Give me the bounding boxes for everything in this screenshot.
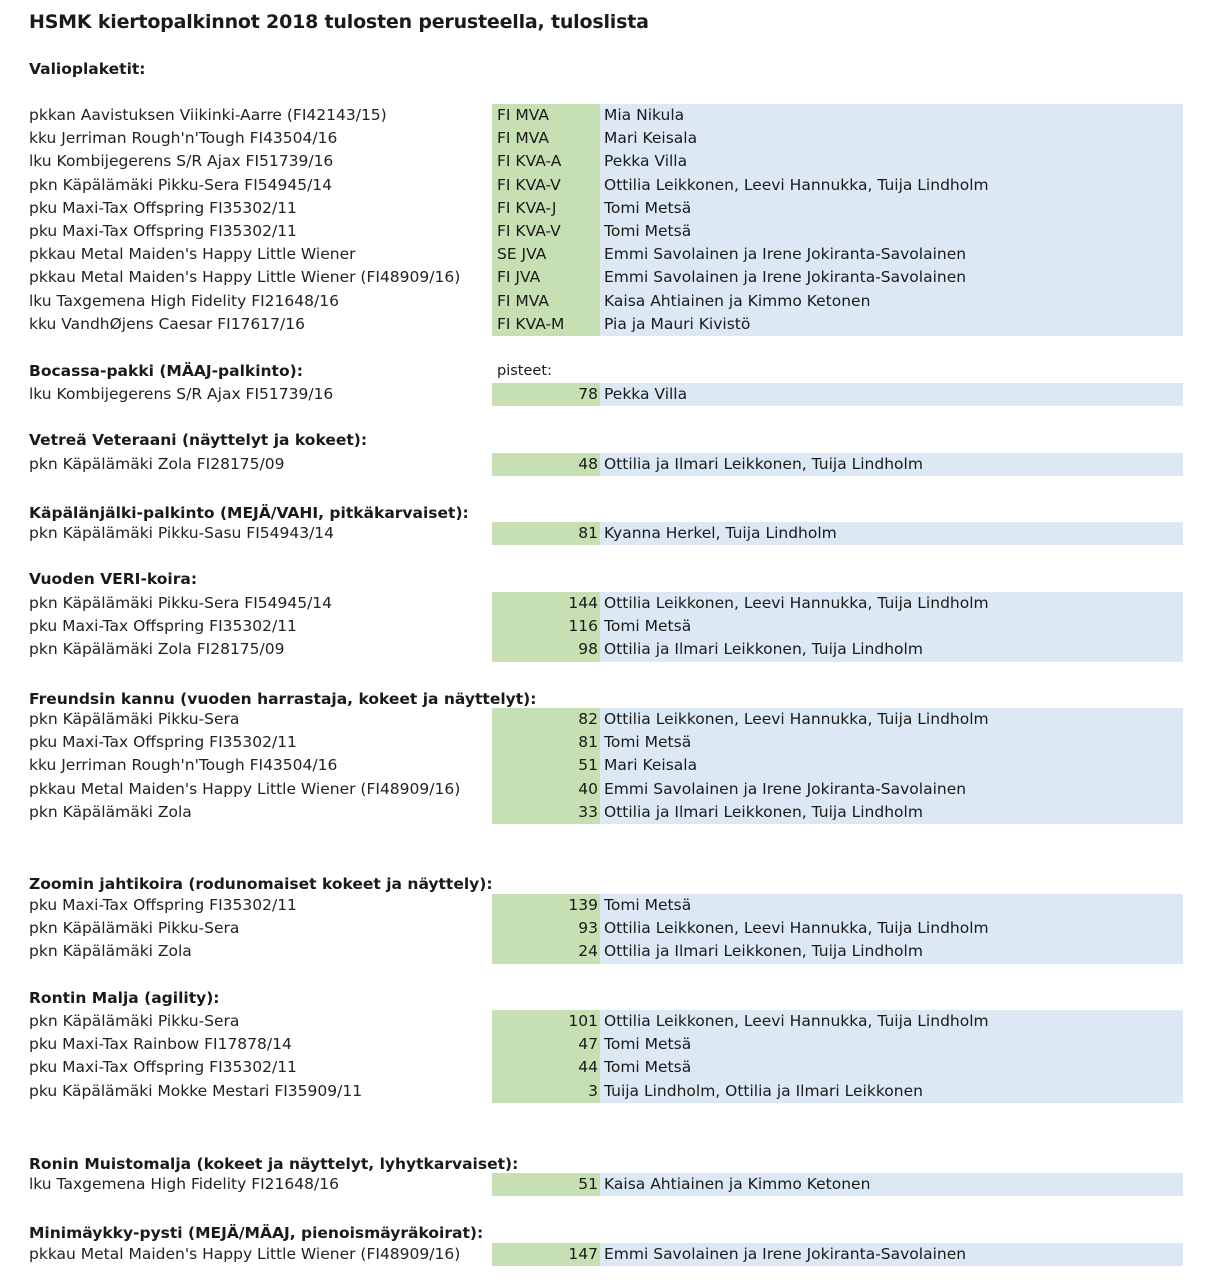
champion-title: FI MVA	[497, 291, 550, 310]
dog-name: pkkau Metal Maiden's Happy Little Wiener (FI48909/16)	[29, 779, 461, 798]
owner-name: Ottilia ja Ilmari Leikkonen, Tuija Lindholm	[604, 802, 923, 821]
points-value: 51	[578, 756, 598, 775]
dog-name: pkkau Metal Maiden's Happy Little Wiener (FI48909/16)	[29, 1245, 461, 1263]
table-row	[0, 313, 1215, 336]
champion-title: FI KVA-M	[497, 314, 565, 333]
dog-name: pku Maxi-Tax Offspring FI35302/11	[29, 896, 297, 914]
section-heading: Rontin Malja (agility):	[29, 989, 220, 1007]
points-value: 144	[568, 594, 598, 612]
table-row	[0, 243, 1215, 266]
dog-name: kku Jerriman Rough'n'Tough FI43504/16	[29, 129, 338, 148]
dog-name: pkn Käpälämäki Pikku-Sera FI54945/14	[29, 594, 333, 612]
table-row	[0, 778, 1215, 801]
owner-cell-background	[600, 150, 1183, 173]
points-value: 101	[568, 1012, 598, 1030]
owner-name: Tomi Metsä	[604, 896, 692, 914]
owner-cell-background	[600, 104, 1183, 127]
table-row	[0, 150, 1215, 173]
owner-name: Mia Nikula	[604, 106, 685, 124]
table-row	[0, 801, 1215, 824]
owner-name: Emmi Savolainen ja Irene Jokiranta-Savolainen	[604, 245, 967, 264]
table-row	[0, 197, 1215, 220]
owner-name: Ottilia Leikkonen, Leevi Hannukka, Tuija Lindholm	[604, 710, 989, 728]
section-heading: Minimäykky-pysti (MEJÄ/MÄAJ, pienoismäyräkoirat):	[29, 1224, 484, 1242]
page-title: HSMK kiertopalkinnot 2018 tulosten perusteella, tuloslista	[29, 11, 649, 33]
dog-name: pkkan Aavistuksen Viikinki-Aarre (FI42143/15)	[29, 106, 387, 124]
champion-title: FI MVA	[497, 106, 550, 124]
points-value: 78	[578, 385, 598, 403]
owner-name: Pekka Villa	[604, 385, 688, 403]
dog-name: pkn Käpälämäki Zola	[29, 802, 192, 821]
dog-name: pkn Käpälämäki Zola FI28175/09	[29, 455, 285, 473]
owner-name: Ottilia Leikkonen, Leevi Hannukka, Tuija Lindholm	[604, 1012, 989, 1030]
points-value: 33	[578, 802, 598, 821]
owner-name: Kyanna Herkel, Tuija Lindholm	[604, 524, 837, 542]
table-row	[0, 754, 1215, 777]
points-value: 24	[578, 942, 598, 961]
dog-name: pkn Käpälämäki Pikku-Sera	[29, 919, 240, 938]
dog-name: pku Käpälämäki Mokke Mestari FI35909/11	[29, 1081, 363, 1100]
owner-name: Ottilia Leikkonen, Leevi Hannukka, Tuija Lindholm	[604, 594, 989, 612]
dog-name: kku VandhØjens Caesar FI17617/16	[29, 314, 305, 333]
dog-name: lku Kombijegerens S/R Ajax FI51739/16	[29, 152, 334, 171]
points-column-label: pisteet:	[497, 363, 552, 379]
owner-name: Tomi Metsä	[604, 1035, 692, 1054]
table-row	[0, 104, 1215, 127]
section-heading: Vetreä Veteraani (näyttelyt ja kokeet):	[29, 431, 368, 449]
owner-name: Ottilia Leikkonen, Leevi Hannukka, Tuija Lindholm	[604, 919, 989, 938]
table-row	[0, 894, 1215, 917]
champion-title: FI KVA-V	[497, 175, 561, 194]
points-value: 40	[578, 779, 598, 798]
owner-name: Kaisa Ahtiainen ja Kimmo Ketonen	[604, 1175, 871, 1193]
dog-name: pkkau Metal Maiden's Happy Little Wiener (FI48909/16)	[29, 268, 461, 287]
owner-name: Tomi Metsä	[604, 733, 692, 752]
points-value: 147	[568, 1245, 598, 1263]
points-value: 44	[578, 1058, 598, 1077]
points-value: 98	[578, 640, 598, 659]
points-value: 82	[578, 710, 598, 728]
table-row	[0, 174, 1215, 197]
table-row	[0, 453, 1215, 476]
table-row	[0, 127, 1215, 150]
section-heading: Ronin Muistomalja (kokeet ja näyttelyt, lyhytkarvaiset):	[29, 1155, 519, 1173]
points-value: 81	[578, 524, 598, 542]
dog-name: pku Maxi-Tax Rainbow FI17878/14	[29, 1035, 292, 1054]
points-value: 139	[568, 896, 598, 914]
owner-name: Ottilia ja Ilmari Leikkonen, Tuija Lindholm	[604, 942, 923, 961]
table-row	[0, 731, 1215, 754]
section-heading: Valioplaketit:	[29, 60, 146, 78]
owner-name: Pekka Villa	[604, 152, 688, 171]
dog-name: pkn Käpälämäki Pikku-Sera	[29, 1012, 240, 1030]
dog-name: pkkau Metal Maiden's Happy Little Wiener	[29, 245, 356, 264]
points-value: 51	[578, 1175, 598, 1193]
table-row	[0, 383, 1215, 406]
owner-name: Ottilia ja Ilmari Leikkonen, Tuija Lindholm	[604, 455, 923, 473]
points-value: 48	[578, 455, 598, 473]
dog-name: pkn Käpälämäki Pikku-Sasu FI54943/14	[29, 524, 335, 542]
table-row	[0, 220, 1215, 243]
owner-name: Tomi Metsä	[604, 1058, 692, 1077]
section-heading: Käpälänjälki-palkinto (MEJÄ/VAHI, pitkäkarvaiset):	[29, 504, 469, 522]
champion-title: FI KVA-V	[497, 222, 561, 240]
owner-name: Tomi Metsä	[604, 198, 692, 217]
owner-name: Tuija Lindholm, Ottilia ja Ilmari Leikkonen	[604, 1081, 923, 1100]
champion-title: FI MVA	[497, 129, 550, 148]
table-row	[0, 522, 1215, 545]
table-row	[0, 638, 1215, 661]
dog-name: pkn Käpälämäki Zola	[29, 942, 192, 961]
dog-name: lku Taxgemena High Fidelity FI21648/16	[29, 1175, 339, 1193]
points-value: 3	[588, 1081, 598, 1100]
table-row	[0, 290, 1215, 313]
table-row	[0, 615, 1215, 638]
section-heading: Vuoden VERI-koira:	[29, 570, 198, 588]
table-row	[0, 1173, 1215, 1196]
table-row	[0, 1010, 1215, 1033]
section-heading: Zoomin jahtikoira (rodunomaiset kokeet ja näyttely):	[29, 875, 493, 893]
owner-name: Tomi Metsä	[604, 617, 692, 636]
owner-name: Mari Keisala	[604, 129, 698, 148]
owner-name: Mari Keisala	[604, 756, 698, 775]
dog-name: pkn Käpälämäki Pikku-Sera	[29, 710, 240, 728]
champion-title: SE JVA	[497, 245, 547, 264]
table-row	[0, 1080, 1215, 1103]
owner-name: Emmi Savolainen ja Irene Jokiranta-Savolainen	[604, 779, 967, 798]
owner-name: Emmi Savolainen ja Irene Jokiranta-Savolainen	[604, 1245, 967, 1263]
section-heading: Bocassa-pakki (MÄAJ-palkinto):	[29, 362, 303, 380]
owner-name: Ottilia ja Ilmari Leikkonen, Tuija Lindholm	[604, 640, 923, 659]
table-row	[0, 1033, 1215, 1056]
champion-title: FI JVA	[497, 268, 541, 287]
champion-title: FI KVA-J	[497, 198, 557, 217]
dog-name: pku Maxi-Tax Offspring FI35302/11	[29, 1058, 297, 1077]
dog-name: kku Jerriman Rough'n'Tough FI43504/16	[29, 756, 338, 775]
table-row	[0, 1056, 1215, 1079]
table-row	[0, 592, 1215, 615]
points-value: 116	[568, 617, 598, 636]
owner-name: Pia ja Mauri Kivistö	[604, 314, 751, 333]
table-row	[0, 940, 1215, 963]
dog-name: pkn Käpälämäki Zola FI28175/09	[29, 640, 285, 659]
dog-name: pku Maxi-Tax Offspring FI35302/11	[29, 198, 297, 217]
dog-name: lku Taxgemena High Fidelity FI21648/16	[29, 291, 339, 310]
points-value: 93	[578, 919, 598, 938]
table-row	[0, 266, 1215, 289]
section-heading: Freundsin kannu (vuoden harrastaja, kokeet ja näyttelyt):	[29, 690, 537, 708]
dog-name: lku Kombijegerens S/R Ajax FI51739/16	[29, 385, 334, 403]
owner-name: Tomi Metsä	[604, 222, 692, 240]
points-value: 47	[578, 1035, 598, 1054]
dog-name: pku Maxi-Tax Offspring FI35302/11	[29, 617, 297, 636]
dog-name: pku Maxi-Tax Offspring FI35302/11	[29, 222, 297, 240]
table-row	[0, 1243, 1215, 1266]
dog-name: pkn Käpälämäki Pikku-Sera FI54945/14	[29, 175, 333, 194]
owner-name: Ottilia Leikkonen, Leevi Hannukka, Tuija Lindholm	[604, 175, 989, 194]
table-row	[0, 708, 1215, 731]
owner-name: Emmi Savolainen ja Irene Jokiranta-Savolainen	[604, 268, 967, 287]
owner-name: Kaisa Ahtiainen ja Kimmo Ketonen	[604, 291, 871, 310]
dog-name: pku Maxi-Tax Offspring FI35302/11	[29, 733, 297, 752]
champion-title: FI KVA-A	[497, 152, 562, 171]
owner-cell-background	[600, 383, 1183, 406]
points-value: 81	[578, 733, 598, 752]
table-row	[0, 917, 1215, 940]
